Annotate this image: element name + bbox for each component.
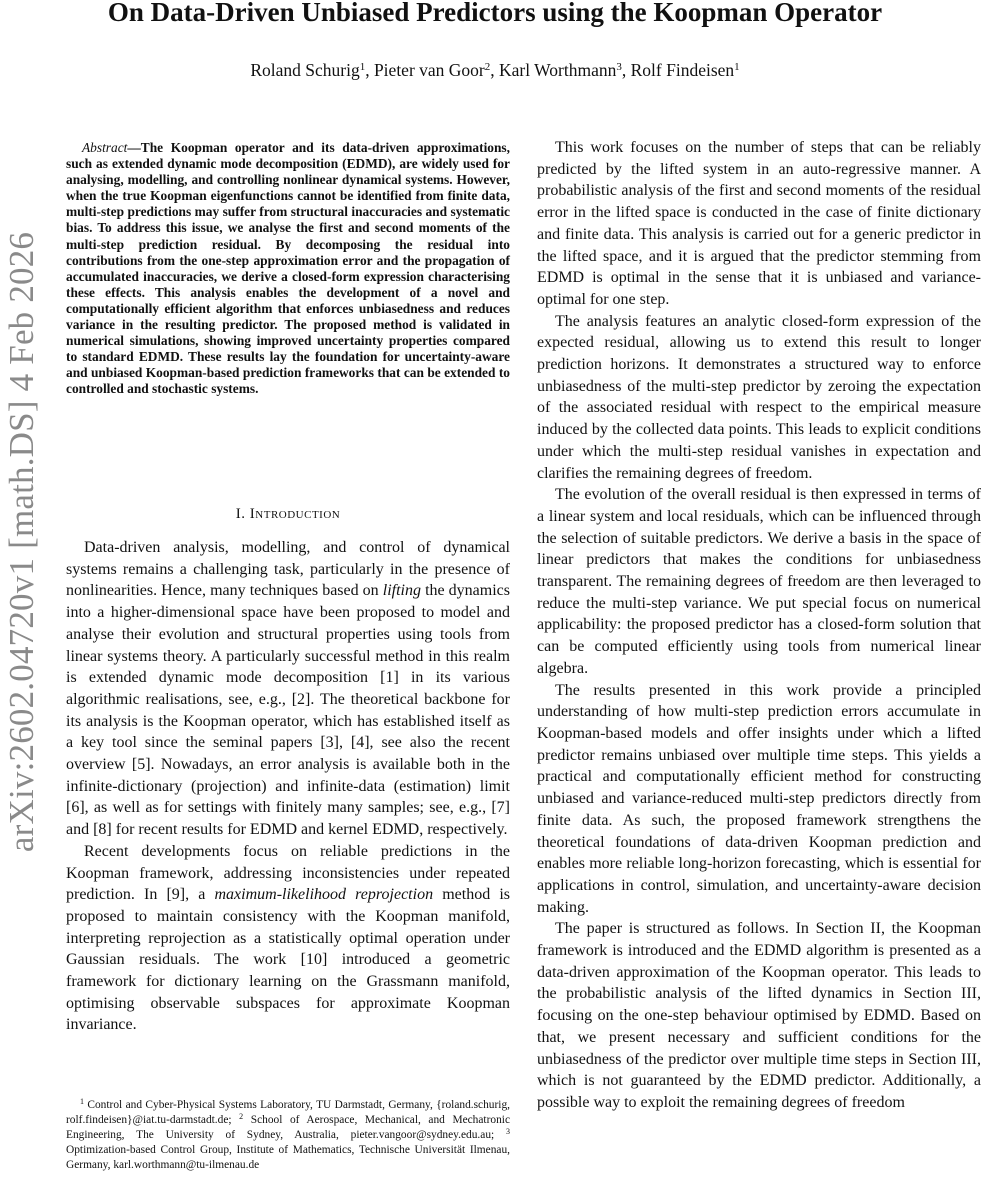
abstract-label: Abstract — [82, 140, 128, 155]
author-list — [60, 58, 930, 82]
right-column-body — [537, 137, 981, 1114]
paper-title: On Data-Driven Unbiased Predictors using the Koopman Operator — [107, 0, 883, 27]
abstract-dash: — — [127, 140, 141, 155]
author: Rolf Findeisen$^1$ — [630, 60, 740, 80]
right-paragraph: The analysis features an analytic closed-form expression of the expected residual, allowing us to extend this result to longer prediction horizons. It demonstrates a structured way to enforce unbiasedness of the multi-step predictor by zeroing the expectation of the associated residual with respect to the empirical measure induced by the collected data points. This leads to explicit conditions under which the multi-step residual vanishes in expectation and clarifies the remaining degrees of freedom. — [537, 312, 981, 482]
abstract-text: The Koopman operator and its data-driven approximations, such as extended dynamic mode decomposition (EDMD), are widely used for analysing, modelling, and controlling nonlinear dynamical systems. However, when the true Koopman eigenfunctions cannot be identified from finite data, multi-step predictions may suffer from structural inaccuracies and systematic bias. To address this issue, we analyse the first and second moments of the multi-step prediction residual. By decomposing the residual into contributions from the one-step approximation error and the propagation of accumulated inaccuracies, we derive a closed-form expression characterising these effects. This analysis enables the development of a novel and computationally efficient algorithm that enforces unbiasedness and reduces variance in the resulting predictor. The proposed method is validated in numerical simulations, showing improved uncertainty properties compared to standard EDMD. These results lay the foundation for uncertainty-aware and unbiased Koopman-based prediction frameworks that can be extended to controlled and stochastic systems. — [66, 140, 510, 397]
author: Karl Worthmann$^3$, — [499, 60, 631, 80]
left-column-body — [66, 537, 510, 1036]
right-paragraph: This work focuses on the number of steps that can be reliably predicted by the lifted system in an auto-regressive manner. A probabilistic analysis of the first and second moments of the residual error in the lifted space is conducted in the case of finite dictionary and finite data. This analysis is carried out for a generic predictor in the lifted space, and it is argued that the predictor stemming from EDMD is optimal in the sense that it is unbiased and variance-optimal for one step. — [537, 139, 981, 308]
right-paragraph: The evolution of the overall residual is then expressed in terms of a linear system and local residuals, which can be influenced through the selection of suitable predictors. We derive a basis in the space of linear predictors that makes the conditions for unbiasedness transparent. The remaining degrees of freedom are then leveraged to reduce the multi-step variance. We put special focus on numerical applicability: the proposed predictor has a closed-form solution that can be computed efficiently using tools from numerical linear algebra. — [537, 486, 981, 677]
author: Pieter van Goor$^2$, — [373, 60, 500, 80]
affiliation-footnote: $^1$ Control and Cyber-Physical Systems Laboratory, TU Darmstadt, Germany, {roland.schurig, rolf.findeisen}@iat.tu-darmstadt.de; $^2$ School of Aerospace, Mechanical, and Mechatronic Engineering, The University of Sydney, Australia, pieter.vangoor@sydney.edu.au; $^3$ Optimization-based Control Group, Institute of Mathematics, Technische Universität Ilmenau, Germany, karl.worthmann@tu-ilmenau.de — [66, 1097, 511, 1171]
arxiv-stamp: arXiv:2602.04720v1 [math.DS] 4 Feb 2026 — [2, 231, 41, 853]
section-heading: I. Introduction — [235, 506, 341, 522]
abstract — [66, 140, 510, 398]
right-paragraph: The paper is structured as follows. In Section II, the Koopman framework is introduced and the EDMD algorithm is presented as a data-driven approximation of the Koopman operator. This leads to the probabilistic analysis of the lifted dynamics in Section III, focusing on the one-step behaviour optimised by EDMD. Based on that, we present necessary and sufficient conditions for the unbiasedness of the predictor over multiple time steps in Section III, which is not guaranteed by the EDMD predictor. Additionally, a possible way to exploit the remaining degrees of freedom — [537, 920, 981, 1111]
intro-paragraph-2: Recent developments focus on reliable predictions in the Koopman framework, addressing inconsistencies under repeated prediction. In [9], a maximum-likelihood reprojection method is proposed to maintain consistency with the Koopman manifold, interpreting reprojection as a statistically optimal operation under Gaussian residuals. The work [10] introduced a geometric framework for dictionary learning on the Grassmann manifold, optimising observable subspaces for approximate Koopman invariance. — [66, 842, 511, 1034]
author: Roland Schurig$^1$, — [250, 60, 374, 80]
intro-paragraph-1: Data-driven analysis, modelling, and control of dynamical systems remains a challenging task, particularly in the presence of nonlinearities. Hence, many techniques based on lifting the dynamics into a higher-dimensional space have been proposed to model and analyse their evolution and structural properties using tools from linear systems theory. A particularly successful method in this realm is extended dynamic mode decomposition [1] in its various algorithmic realisations, see, e.g., [2]. The theoretical backbone for its analysis is the Koopman operator, which has established itself as a key tool since the seminal papers [3], [4], see also the recent overview [5]. Nowadays, an error analysis is available both in the infinite-dictionary (projection) and infinite-data (estimation) limit [6], as well as for settings with finitely many samples; see, e.g., [7] and [8] for recent results for EDMD and kernel EDMD, respectively. — [66, 539, 511, 839]
right-paragraph: The results presented in this work provide a principled understanding of how multi-step prediction errors accumulate in Koopman-based models and offer insights under which a lifted predictor remains unbiased over multiple time steps. This yields a practical and computationally efficient method for constructing unbiased and variance-reduced multi-step predictors directly from finite data. As such, the proposed framework strengthens the theoretical foundations of data-driven Koopman prediction and enables more reliable long-horizon forecasting, which is essential for applications in control, simulation, and uncertainty-aware decision making. — [537, 681, 981, 916]
